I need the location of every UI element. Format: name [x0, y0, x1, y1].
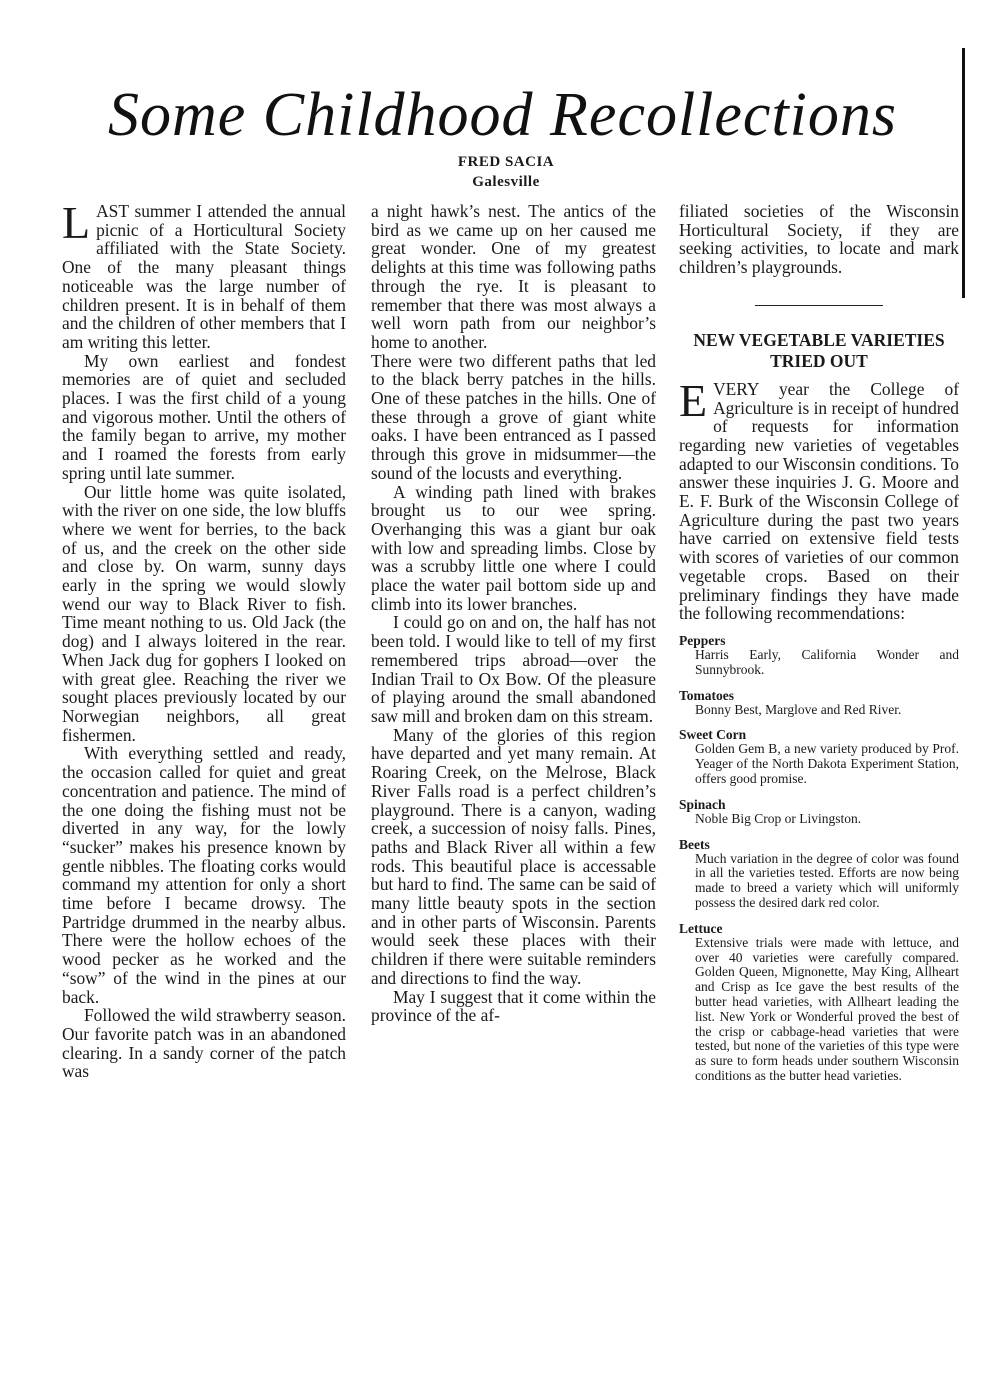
vegetable-item — [679, 837, 959, 911]
vegetable-name: Tomatoes — [679, 687, 735, 703]
paragraph: May I suggest that it come within the province of the af- — [371, 986, 656, 1026]
author-name: FRED SACIA — [457, 154, 555, 170]
paragraph: Followed the wild strawberry season. Our favorite patch was in an abandoned clearing. In a sandy corner of the patch was — [62, 1005, 346, 1082]
vegetable-item — [679, 633, 959, 678]
paragraph — [62, 197, 346, 352]
author-location: Galesville — [472, 174, 540, 190]
vegetable-list — [679, 633, 959, 1084]
vegetable-desc: Extensive trials were made with lettuce, and over 40 varieties were carefully compared. Golden Queen, Mignonette, May King, Allheart and Crisp as Ice gave the best results of the butter head varieties, with Allheart leading the list. New York or Wonderful proved the best of the crisp or cabbage-head varieties that were tested, but none of the varieties of this type were as sure to form heads under southern Wisconsin conditions as the butter head varieties. — [695, 934, 959, 1083]
paragraph: Our little home was quite isolated, with the river on one side, the low bluffs where we went for berries, to the back of us, and the creek on the other side and close by. On warm, sunny days early in the spring we would slowly wend our way to Black River to fish. Time meant nothing to us. Old Jack (the dog) and I always loitered in the rear. When Jack dug for gophers I looked on with great glee. Reaching the river we sought places previously located by our Norwegian neighbors, all great fishermen. — [62, 481, 346, 745]
article-title: Some Childhood Recollections — [107, 81, 898, 149]
vegetable-desc: Noble Big Crop or Livingston. — [695, 810, 862, 826]
vegetable-item — [679, 921, 959, 1084]
vegetable-name: Lettuce — [679, 920, 723, 936]
byline — [356, 152, 656, 192]
paragraph: I could go on and on, the half has not been told. I would like to tell of my first remembered trips abroad—over the Indian Trail to Ox Bow. Of the pleasure of playing around the small abandoned saw mill and broken dam on this stream. — [371, 612, 656, 726]
vegetable-name: Spinach — [679, 796, 726, 812]
paragraph: With everything settled and ready, the occasion called for quiet and great concentration and patience. The mind of the one doing the fishing must not be diverted in any way, for the lowly “sucker” makes his presence known by gentle nibbles. The floating corks would command my attention for only a short time before I became drowsy. The Partridge drummed in the nearby albus. There were the hollow echoes of the wood pecker as he worked and the “sow” of the wind in the pines at our back. — [62, 743, 346, 1007]
paragraph: filiated societies of the Wisconsin Horticultural Society, if they are seeking activities, to locate and mark children’s playgrounds. — [679, 201, 959, 278]
paragraph: A winding path lined with brakes brought us to our wee spring. Overhanging this was a giant bur oak with low and spreading limbs. Close by was a scrubby little one where I could place the water pail bottom side up and climb into its lower branches. — [371, 481, 656, 614]
article-column-3 — [679, 202, 959, 1084]
drop-cap: L — [62, 197, 91, 248]
vegetable-item — [679, 688, 959, 718]
vegetable-desc: Harris Early, California Wonder and Sunnybrook. — [695, 646, 959, 677]
paragraph-text: VERY year the College of Agriculture is in receipt of hundred of requests for information regarding new varieties of vegetables adapted to our Wisconsin conditions. To answer these inquiries J. G. Moore and E. F. Burk of the Wisconsin College of Agriculture during the past two years have carried on extensive field tests with scores of varieties of our common vegetable crops. Based on their preliminary findings they have made the following recommendations: — [679, 378, 959, 624]
section-divider — [755, 305, 883, 306]
vegetable-desc: Bonny Best, Marglove and Red River. — [695, 701, 902, 717]
article-column-1 — [62, 197, 346, 1082]
paragraph: My own earliest and fondest memories are of quiet and secluded places. I was the first child of a young and vigorous mother. Until the others of the family began to arrive, my mother and I roamed the forests from early spring until late summer. — [62, 350, 346, 483]
vegetable-item — [679, 727, 959, 786]
vegetable-desc: Much variation in the degree of color was found in all the varieties tested. Efforts are now being made to breed a variety which will uniformly possess the desired dark red color. — [695, 850, 959, 910]
sidebar-heading: NEW VEGETABLE VARIETIES TRIED OUT — [693, 329, 945, 371]
vegetable-desc: Golden Gem B, a new variety produced by Prof. Yeager of the North Dakota Experiment Station, offers good promise. — [695, 741, 959, 786]
vegetable-name: Sweet Corn — [679, 727, 747, 743]
paragraph: Many of the glories of this region have departed and yet many remain. At Roaring Creek, on the Melrose, Black River Falls road is a perfect children’s playground. There is a canyon, wading creek, a succession of noisy falls. Pines, paths and Black River all within a few rods. This beautiful place is accessable but hard to find. The same can be said of many little beauty spots in the section and in other parts of Wisconsin. Parents would seek these places with their children if there were suitable reminders and directions to find the way. — [371, 724, 656, 988]
vegetable-name: Peppers — [679, 632, 726, 648]
paragraph-text: AST summer I attended the annual picnic of a Horticultural Society affiliated with the State Society. One of the many pleasant things noticeable was the large number of children present. It is in behalf of them and the children of other members that I am writing this letter. — [62, 201, 346, 352]
sidebar-intro — [679, 374, 959, 624]
drop-cap: E — [679, 374, 708, 426]
article-column-2 — [371, 202, 656, 1025]
paragraph: a night hawk’s nest. The antics of the bird as we came up on her caused me great wonder. One of my greatest delights at this time was following paths through the rye. It is pleasant to remember that there was most always a well worn path from our neighbor’s home to another. — [371, 201, 656, 352]
vegetable-item — [679, 797, 959, 827]
vegetable-name: Beets — [679, 836, 710, 852]
paragraph: There were two different paths that led to the black berry patches in the hills. One of these patches in the hills. One of these through a grove of giant white oaks. I have been entranced as I passed through this grove in midsummer—the sound of the locusts and everything. — [371, 350, 656, 483]
